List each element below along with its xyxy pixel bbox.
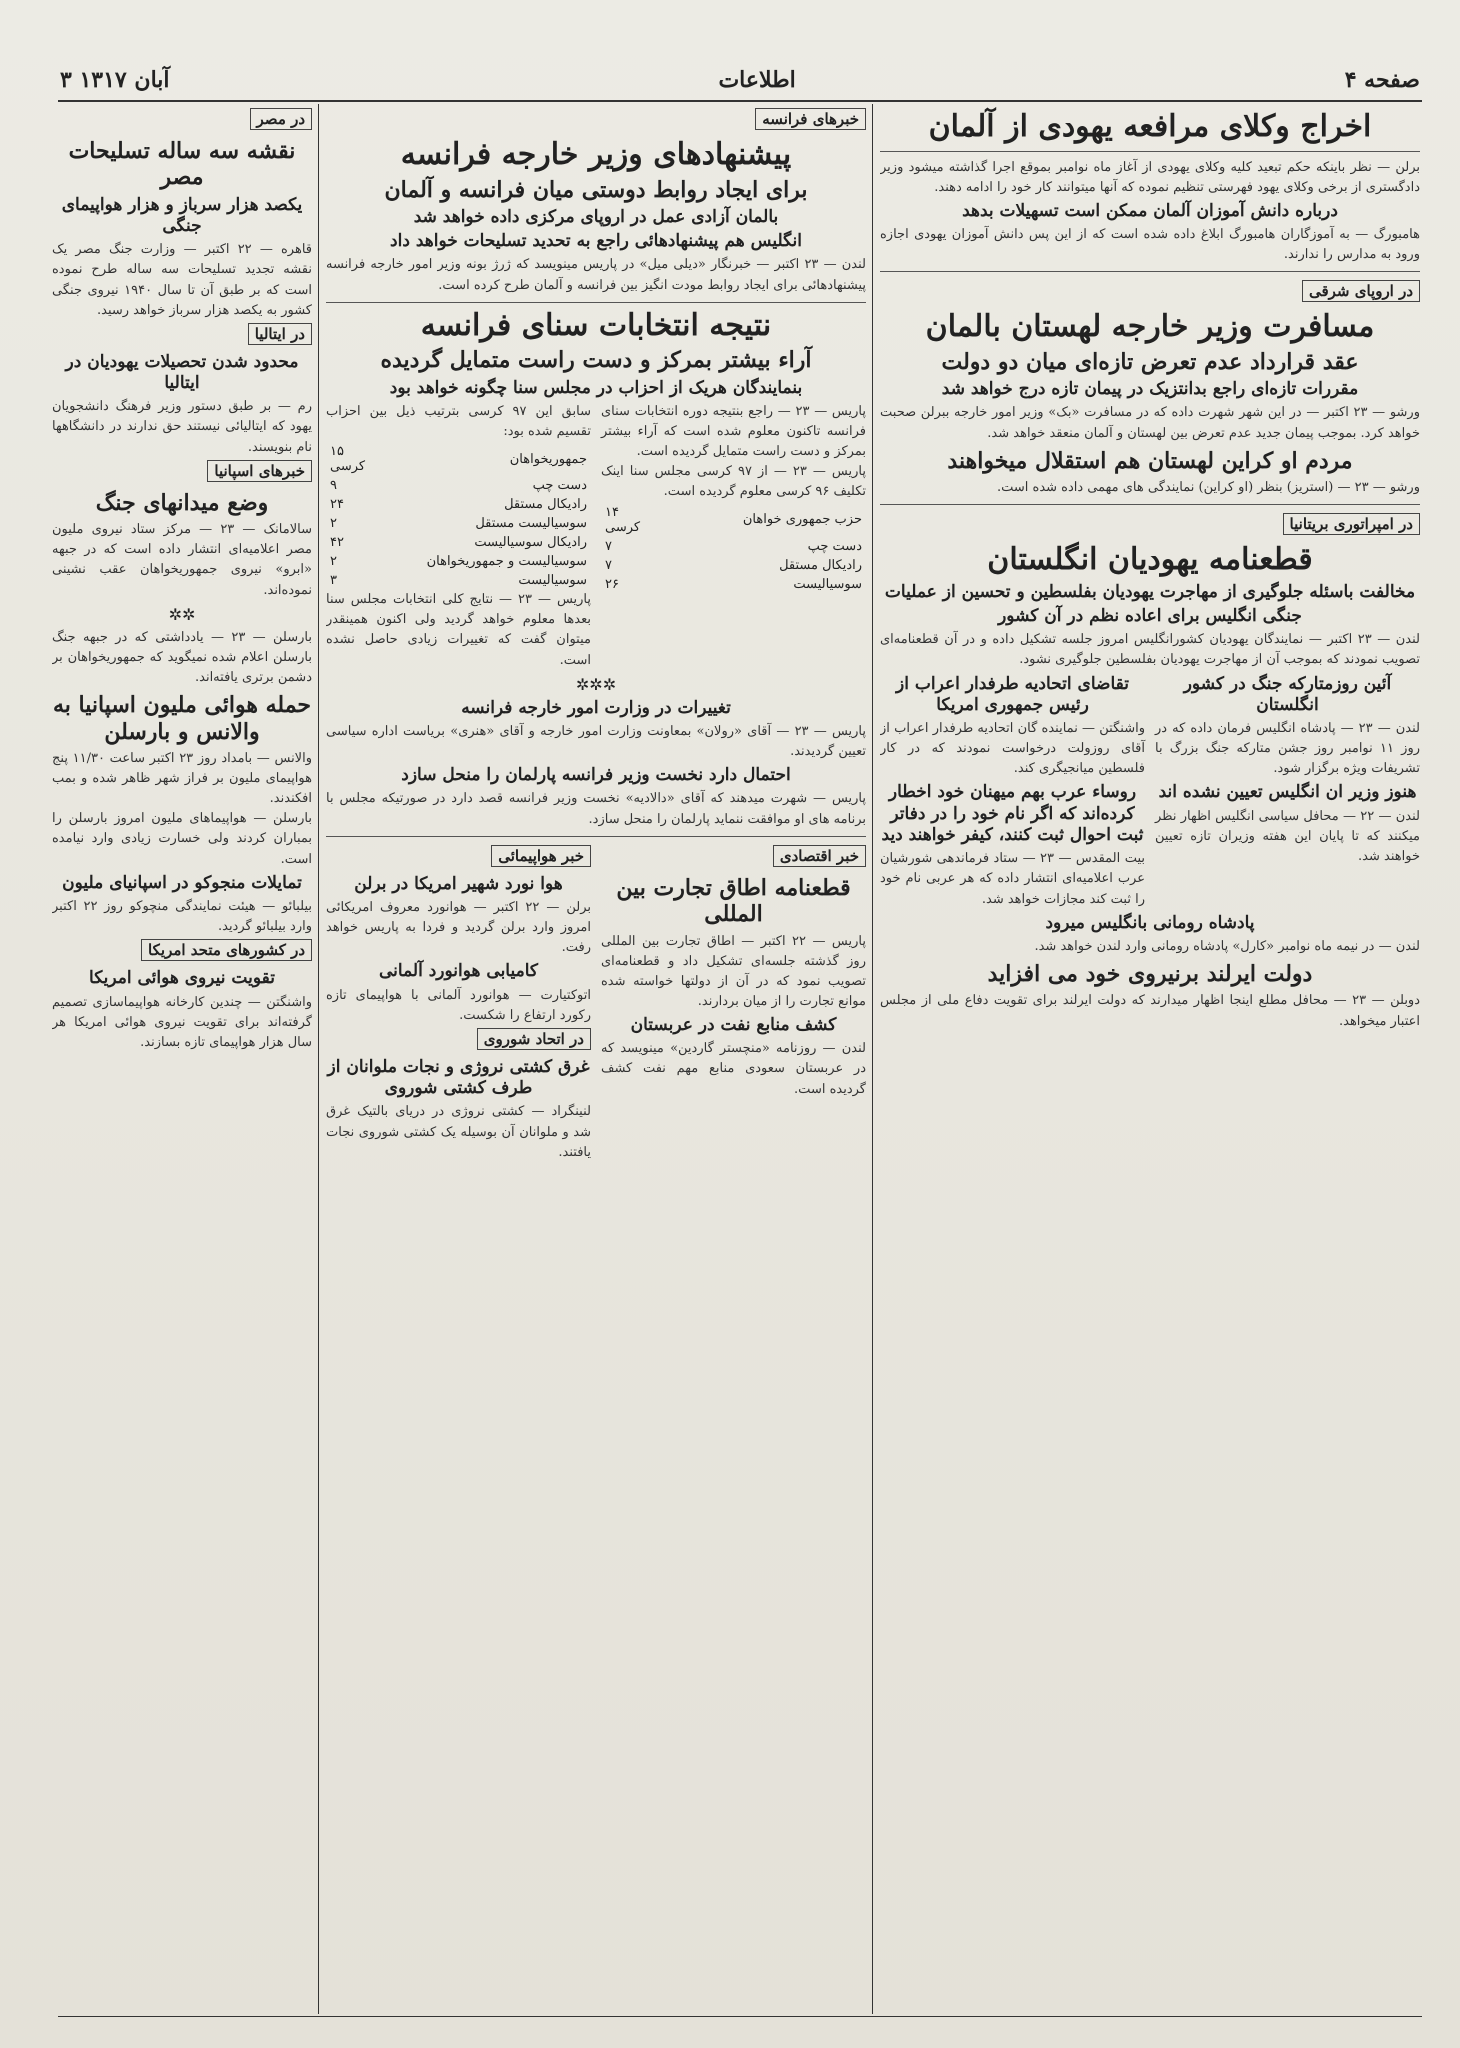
article-arab-union: واشنگتن — نماینده گان اتحادیه طرفدار اعراب از آقای روزولت درخواست نمودند که در کار فلسطین میانجیگری کند.	[880, 721, 1145, 777]
column-left	[52, 106, 312, 2006]
headline-ministers: هنوز وزیر ان انگلیس تعیین نشده اند	[1158, 782, 1417, 803]
headline-ireland: دولت ایرلند برنیروی خود می افزاید	[987, 961, 1313, 988]
subhead-jews-england: مخالفت باسئله جلوگیری از مهاجرت یهودیان بفلسطین و تحسین از عملیات	[884, 581, 1416, 602]
masthead	[60, 62, 1420, 98]
headline-armistice: آئین روزمتارکه جنگ در کشور انگلستان	[1183, 673, 1392, 715]
article-poland: ورشو — ۲۳ اکتبر — در این شهر شهرت داده که در مسافرت «بک» وزیر امور خارجه ببرلن صحبت خواهد کرد. بموجب پیمان جدید عدم تعرض بین لهستان و آلمان منعقد خواهد شد.	[880, 405, 1420, 441]
article-dissolve: پاریس — شهرت میدهند که آقای «دالادیه» نخست وزیر فرانسه قصد دارد در صورتیکه مجلس با برنامه های او موافقت ننماید پارلمان را منحل سازد.	[326, 791, 866, 827]
headline-jews-england: قطعنامه یهودیان انگلستان	[987, 542, 1313, 578]
table-row: حزب جمهوری خواهان ۱۴ کرسی	[605, 504, 862, 535]
middle-bottom-split	[326, 843, 866, 1163]
footer-rule	[58, 2016, 1422, 2017]
article-foreign-ministry: پاریس — ۲۳ — آقای «رولان» بمعاونت وزارت امور خارجه و آقای «هنری» بریاست اداره سیاسی تعیین گردیدند.	[326, 723, 866, 760]
issue-date: ۳ آبان ۱۳۱۷	[60, 67, 170, 93]
table-row: جمهوریخواهان ۱۵ کرسی	[330, 444, 587, 475]
column-rule-left	[318, 104, 319, 2014]
article-arab-warning: بیت المقدس — ۲۳ — ستاد فرماندهی شورشیان عرب اعلامیه‌ای انتشار داده که هر عربی نام خود را ثبت کند مجازات خواهد شد.	[880, 851, 1146, 907]
article-ireland: دوبلن — ۲۳ — محافل مطلع اینجا اظهار میدارند که دولت ایرلند برای تقویت دفاع ملی از مجلس اعتبار میخواهد.	[880, 993, 1420, 1029]
separator-stars-left: ✲✲	[168, 604, 196, 624]
subhead-senate-2: بنمایندگان هریک از احزاب در مجلس سنا چگونه خواهد بود	[389, 377, 803, 398]
masthead-rule	[58, 100, 1422, 102]
article-oil: لندن — روزنامه «منچستر گاردین» مینویسد که در عربستان سعودی منابع مهم نفت کشف گردیده است.	[601, 1041, 866, 1097]
senate-results-new	[601, 503, 866, 594]
headline-air-raid: حمله هوائی ملیون اسپانیا به والانس و بارسلن	[52, 692, 312, 745]
table-row: سوسیالیست ۲۶	[605, 576, 862, 592]
separator-stars: ✲✲✲	[575, 674, 617, 694]
article-senate-3: پاریس — ۲۳ — نتایج کلی انتخابات مجلس سنا بعدها معلوم خواهد گردید ولی اکنون همینقدر میتوان گفت که تغییرات زیادی حاصل نشده است.	[326, 592, 591, 668]
article-manchukuo: بیلبائو — هیئت نمایندگی منچوکو روز ۲۲ اکتبر وارد بیلبائو گردید.	[52, 899, 312, 935]
subhead-jews-england-2: جنگی انگلیس برای اعاده نظم در آن کشور	[998, 606, 1302, 627]
headline-chamber: قطعنامه اطاق تجارت بین المللی	[616, 874, 851, 928]
headline-fronts: وضع میدانهای جنگ	[95, 489, 269, 516]
section-british-empire: در امپراتوری بریتانیا	[1283, 513, 1420, 535]
headline-poland: مسافرت وزیر خارجه لهستان بالمان	[925, 309, 1375, 345]
article-valencia: والانس — بامداد روز ۲۳ اکتبر ساعت ۱۱/۳۰ پنج هواپیمای ملیون بر فراز شهر ظاهر شده و بمب افکندند.	[52, 750, 312, 807]
article-aviator: برلن — ۲۲ اکتبر — هوانورد معروف امریکائی امروز وارد برلن گردید و فردا به پاریس خواهد رفت.	[326, 899, 591, 956]
headline-france-proposals: پیشنهادهای وزیر خارجه فرانسه	[400, 137, 792, 172]
article-armistice: لندن — ۲۳ — پادشاه انگلیس فرمان داده که در روز ۱۱ نوامبر روز جشن متارکه جنگ بزرگ با تشریفات ویژه برگزار شود.	[1155, 721, 1420, 777]
table-row: دست چپ ۷	[605, 538, 862, 554]
section-italy: در ایتالیا	[248, 323, 312, 345]
subhead-senate: آراء بیشتر بمرکز و دست راست متمایل گردیده	[380, 347, 812, 374]
section-france: خبرهای فرانسه	[755, 108, 866, 130]
article-france-proposals: لندن — ۲۳ اکتبر — خبرنگار «دیلی میل» در پاریس مینویسد که ژرژ بونه وزیر امور خارجه فرانسه پیشنهادهائی برای ایجاد روابط مودت انگیز بین فرانسه و آلمان طرح کرده است.	[326, 257, 866, 293]
table-row: دست چپ ۹	[330, 478, 587, 494]
subhead-france-proposals: برای ایجاد روابط دوستی میان فرانسه و آلمان	[384, 176, 808, 203]
headline-dissolve: احتمال دارد نخست وزیر فرانسه پارلمان را منحل سازد	[401, 765, 791, 786]
paper-name: اطلاعات	[718, 67, 796, 93]
headline-arab-union: تقاضای اتحادیه طرفدار اعراب از رئیس جمهوری امریکا	[896, 673, 1129, 715]
headline-lawyers: اخراج وکلای مرافعه یهودی از آلمان	[928, 109, 1372, 144]
headline-italy: محدود شدن تحصیلات یهودیان در ایتالیا	[65, 351, 299, 394]
subhead-france-proposals-3: انگلیس هم پیشنهادهائی راجع به تحدید تسلیحات خواهد داد	[390, 231, 802, 252]
headline-german-aviator: کامیابی هوانورد آلمانی	[378, 961, 538, 982]
section-economy: خبر اقتصادی	[773, 845, 866, 867]
article-german-aviator: اتوکتیارت — هوانورد آلمانی با هواپیمای تازه رکورد ارتفاع را شکست.	[326, 987, 591, 1023]
article-romania-king: لندن — در نیمه ماه نوامبر «کارل» پادشاه رومانی وارد لندن خواهد شد.	[1034, 938, 1420, 954]
article-us-airforce: واشنگتن — چندین کارخانه هواپیماسازی تصمیم گرفته‌اند برای تقویت نیروی هوائی امریکا هر سال هزار هواپیمای تازه بسازند.	[52, 994, 312, 1050]
column-rule-right	[872, 104, 873, 2014]
article-lawyers: برلن — نظر باینکه حکم تبعید کلیه وکلای یهودی از آغاز ماه نوامبر بموقع اجرا گذاشته میشود وزیر دادگستری از برخی وکلای یهود فهرستی تنظیم نموده که آنها میتوانند کار خود را ادامه دهند.	[880, 159, 1420, 195]
subhead-egypt: یکصد هزار سرباز و هزار هواپیمای جنگی	[61, 194, 303, 237]
headline-romania-king: پادشاه رومانی بانگلیس میرود	[1045, 912, 1255, 933]
article-barcelona-raid: بارسلن — هواپیماهای ملیون امروز بارسلن را بمباران کردند ولی خسارت زیادی وارد نیامده است.	[52, 811, 312, 867]
table-row: سوسیالیست مستقل ۲	[330, 516, 587, 532]
headline-aviator: هوا نورد شهیر امریکا در برلن	[354, 873, 563, 894]
article-egypt: قاهره — ۲۲ اکتبر — وزارت جنگ مصر یک نقشه تجدید تسلیحات سه ساله طرح نموده است که بر طبق آن تا سال ۱۹۴۰ نیروی جنگی کشور به یکصد هزار سرباز خواهد رسید.	[52, 242, 312, 318]
article-ship: لنینگراد — کشتی نروژی در دریای بالتیک غرق شد و ملوانان آن بوسیله یک کشتی شوروی نجات یافتند.	[326, 1104, 591, 1160]
table-row: سوسیالیست ۳	[330, 573, 587, 589]
section-usa: در کشورهای متحد امریکا	[141, 939, 312, 961]
page-number: صفحه ۴	[1344, 67, 1420, 93]
headline-egypt: نقشه سه ساله تسلیحات مصر	[68, 138, 296, 191]
subhead-poland: عقد قرارداد عدم تعرض تازه‌ای میان دو دولت	[941, 348, 1359, 375]
table-row: سوسیالیست و جمهوریخواهان ۲	[330, 554, 587, 570]
article-jews-england: لندن — ۲۳ اکتبر — نمایندگان یهودیان کشورانگلیس امروز جلسه تشکیل داده و در آن قطعنامه‌ای تصویب نمودند که بموجب آن از مهاجرت یهودیان بفلسطین جلوگیری نشود.	[880, 632, 1420, 668]
senate-split	[326, 402, 866, 671]
section-spain: خبرهای اسپانیا	[207, 460, 312, 482]
subhead-france-proposals-2: بالمان آزادی عمل در اروپای مرکزی داده خواهد شد	[413, 206, 779, 227]
article-senate: پاریس — ۲۳ — راجع بنتیجه دوره انتخابات سنای فرانسه تاکنون معلوم شده است که آراء بیشتر بمرکز و دست راست متمایل گردیده است.	[601, 403, 866, 460]
right-split	[880, 671, 1420, 910]
headline-ukraine: مردم او کراین لهستان هم استقلال میخواهند	[947, 447, 1353, 474]
section-aviation: خبر هواپیمائی	[491, 845, 591, 867]
senate-table-title: سابق این ۹۷ کرسی بترتیب ذیل بین احزاب تقسیم شده بود:	[326, 403, 591, 439]
section-egypt: در مصر	[250, 108, 312, 130]
table-row: رادیکال سوسیالیست ۴۲	[330, 535, 587, 551]
senate-results-old	[326, 442, 591, 590]
headline-manchukuo: تمایلات منجوکو در اسپانیای ملیون	[62, 872, 302, 893]
article-fronts: سالامانک — ۲۳ — مرکز ستاد نیروی ملیون مصر اعلامیه‌ای انتشار داده است که در جبهه «ابرو» نیروی جمهوریخواهان عقب نشینی نموده‌اند.	[52, 522, 312, 598]
article-barcelona: بارسلن — ۲۳ — یادداشتی که در جبهه جنگ بارسلن اعلام شده نمیگوید که جمهوریخواهان بر دشمن برتری یافته‌اند.	[52, 629, 312, 685]
headline-us-airforce: تقویت نیروی هوائی امریکا	[89, 968, 275, 989]
article-ukraine: ورشو — ۲۳ — (استریز) بنظر (او کراین) نمایندگی های مهمی داده شده است.	[996, 480, 1420, 496]
article-italy: رم — بر طبق دستور وزیر فرهنگ دانشجویان یهود که ایتالیائی نیستند حق ندارند در دانشگاهها نام بنویسند.	[52, 399, 312, 455]
section-eastern-europe: در اروپای شرقی	[1302, 280, 1420, 302]
headline-students: درباره دانش آموزان آلمان ممکن است تسهیلات بدهد	[962, 200, 1338, 221]
headline-oil: کشف منابع نفت در عربستان	[630, 1015, 837, 1036]
article-chamber: پاریس — ۲۲ اکتبر — اطاق تجارت بین المللی روز گذشته جلسه‌ای تشکیل داد و قطعنامه‌ای تصویب نمود که در آن از دولتها خواسته شده موانع تجارت را از میان بردارند.	[601, 933, 866, 1009]
column-middle	[326, 106, 866, 2006]
article-ministers: لندن — ۲۲ — محافل سیاسی انگلیس اظهار نظر میکنند که تا پایان این هفته وزیران تازه تعیین خواهند شد.	[1155, 808, 1420, 864]
article-senate-2: پاریس — ۲۳ — از ۹۷ کرسی مجلس سنا اینک تکلیف ۹۶ کرسی معلوم گردیده است.	[601, 464, 866, 500]
column-right	[880, 106, 1420, 2006]
section-ussr: در اتحاد شوروی	[477, 1028, 591, 1050]
headline-arab-warning: روساء عرب بهم میهنان خود اخطار کرده‌اند که اگر نام خود را در دفاتر ثبت احوال ثبت کنند، کیفر خواهند دید	[881, 782, 1144, 845]
subhead-poland-2: مقررات تازه‌ای راجع بدانتزیک در پیمان تازه درج خواهد شد	[941, 379, 1359, 400]
article-students: هامبورگ — به آموزگاران هامبورگ ابلاغ داده شده است که از این پس دانش آموزان یهودی اجازه ورود به مدارس را ندارند.	[880, 227, 1420, 263]
table-row: رادیکال مستقل ۷	[605, 557, 862, 573]
headline-ship: غرق کشتی نروژی و نجات ملوانان از طرف کشتی شوروی	[327, 1056, 590, 1099]
headline-senate: نتیجه انتخابات سنای فرانسه	[420, 307, 772, 343]
headline-foreign-ministry: تغییرات در وزارت امور خارجه فرانسه	[461, 697, 731, 718]
table-row: رادیکال مستقل ۲۴	[330, 497, 587, 513]
